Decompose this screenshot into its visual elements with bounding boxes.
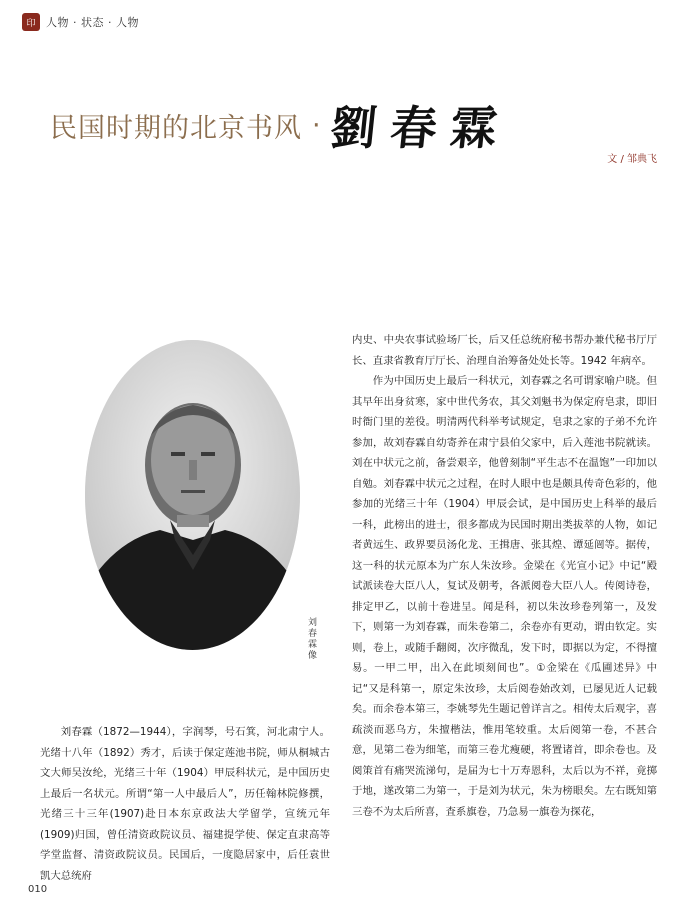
- page-number: 010: [28, 884, 48, 895]
- photo-caption: 刘春霖像: [308, 618, 318, 661]
- author-byline: 文 / 邹典飞: [607, 154, 657, 165]
- section-header: [22, 12, 139, 32]
- section-label: 人物 · 状态 · 人物: [46, 16, 139, 29]
- paragraph: 作为中国历史上最后一科状元，刘春霖之名可谓家喻户晓。但其早年出身贫寒，家中世代务农，其父刘魁书为保定府皂隶，即旧时衙门里的差役。明清两代科举考试规定，皂隶之家的子弟不允许参加，故刘春霖自幼寄养在肃宁县伯父家中，后入莲池书院就读。刘在中状元之前，备尝艰辛，他曾刻制“平生志不在温饱”一印加以自勉。刘春霖中状元之过程，在时人眼中也是颇具传奇色彩的，他参加的光绪三十年（1904）甲辰会试，是中国历史上科举的最后一科，此榜出的进士，很多都成为民国时期出类拔萃的人物，如记者黄远生、政界要员汤化龙、王揖唐、张其煌、谭延闿等。据传，这一科的状元原本为广东人朱汝珍。金梁在《光宣小记》中记“殿试派读卷大臣八人，复试及朝考，各派阅卷大臣八人。传阅诗卷，排定甲乙，以前十卷进呈。闻是科，初以朱汝珍卷列第一，及发下，则第一为刘春霖，而朱卷第二，余卷亦有更动，谓由钦定。实则，卷上，或随手翻阅，次序微乱，发下时，即据以为定，不得擅易。一甲二甲，出入在此顷刻间也”。①金梁在《瓜圃述异》中记“又是科第一，原定朱汝珍，太后阅卷始改刘，已屡见近人记载矣。而余卷本第三，李姚琴先生题记曾详言之。相传太后观字，喜疏淡而恶乌方，朱擅楷法，惟用笔较重。太后阅第一卷，不甚合意，见第二卷为细笔，而第三卷尤瘦硬，将置诸首，即余卷也。及阅策首有痛哭流涕句，是届为七十万寿恩科，太后以为不祥，竟掷于地，遂改第二为第一，于是刘为状元，朱为榜眼矣。左右既知第三卷不为太后所喜，査系旗卷，乃急易一旗卷为探花，: [352, 375, 657, 818]
- title-calligraphy: 劉春霖: [327, 101, 514, 155]
- portrait-photo: [85, 340, 300, 650]
- magazine-logo-icon: [22, 13, 40, 31]
- portrait-image: [85, 340, 300, 650]
- body-column-right: [352, 330, 657, 822]
- body-column-left: [40, 722, 330, 886]
- logo-char: 印: [26, 18, 36, 29]
- title-main: 民国时期的北京书风: [50, 112, 302, 144]
- title-separator: ·: [312, 109, 321, 141]
- article-title: [50, 90, 514, 160]
- paragraph: 内史、中央农事试验场厂长，后又任总统府秘书帮办兼代秘书厅厅长、直隶省教育厅厅长、治理自治筹备处处长等。1942 年病卒。: [352, 334, 657, 367]
- paragraph: 刘春霖（1872—1944），字润琴，号石箕，河北肃宁人。光绪十八年（1892）秀才，后读于保定莲池书院，师从桐城古文大师吴汝纶，光绪三十年（1904）甲辰科状元，是中国历史上最后一名状元。所谓“第一人中最后人”，历任翰林院修撰，光绪三十三年(1907)赴日本东京政法大学留学，宣统元年(1909)归国，曾任清资政院议员、福建提学使、保定直隶高等学堂监督、清资政院议员。民国后，一度隐居家中，后任袁世凯大总统府: [40, 726, 330, 882]
